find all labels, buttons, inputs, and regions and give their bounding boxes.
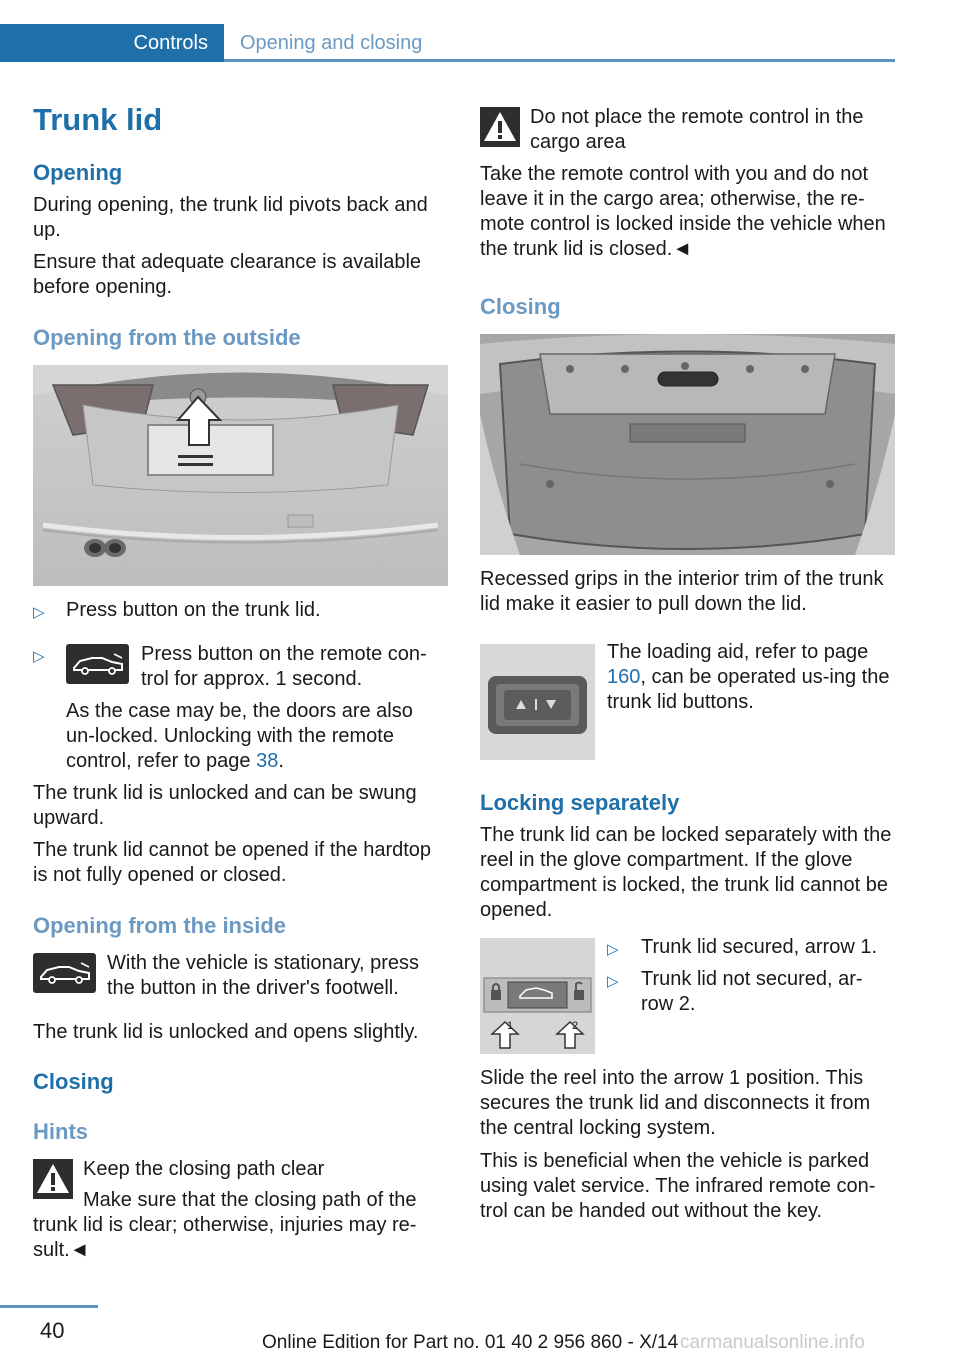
- hints-heading: Hints: [33, 1119, 88, 1144]
- trunk-interior-illustration: [480, 334, 895, 555]
- warning-title-remote: Do not place the remote control in the cargo area: [530, 106, 864, 153]
- grips-paragraph: Recessed grips in the interior trim of the trunk lid make it easier to pull down the lid.: [480, 568, 884, 615]
- bullet-remote-note: [66, 699, 446, 774]
- unlocked-paragraph: The trunk lid is unlocked and can be swung upward.: [33, 782, 417, 829]
- bullet-remote-control: Press button on the remote con-trol for approx. 1 second.: [141, 643, 427, 690]
- warning-text-remote: Take the remote control with you and do not leave it in the cargo area; otherwise, the re-mote control is locked inside the vehicle when the trunk lid is closed.◄: [480, 163, 886, 260]
- note-text: As the case may be, the doors are also un-locked. Unlocking with the remote control, refer to page: [66, 700, 413, 772]
- loading-aid-paragraph: [607, 640, 897, 715]
- edition-line: Online Edition for Part no. 01 40 2 956 860 - X/14: [262, 1332, 679, 1353]
- inside-heading: Opening from the inside: [33, 913, 287, 938]
- opening-heading: Opening: [33, 160, 123, 185]
- car-trunk-icon: [66, 644, 129, 684]
- warning-text-clear-path: Make sure that the closing path of the trunk lid is clear; otherwise, injuries may re-sult.◄: [33, 1189, 417, 1261]
- car-trunk-icon: [33, 953, 96, 993]
- loading-aid-button-image: [480, 644, 595, 760]
- warning-title-clear-path: Keep the closing path clear: [83, 1158, 325, 1180]
- page-number: 40: [40, 1318, 65, 1343]
- note-end: .: [278, 750, 284, 772]
- valet-paragraph: This is beneficial when the vehicle is parked using valet service. The infrared remote con-trol can be handed out without the key.: [480, 1150, 876, 1222]
- page-link-160[interactable]: 160: [607, 666, 641, 688]
- page-link-38[interactable]: 38: [256, 750, 279, 772]
- locking-heading: Locking separately: [480, 790, 680, 815]
- slide-paragraph: Slide the reel into the arrow 1 position. This secures the trunk lid and disconnects it from the central locking system.: [480, 1067, 871, 1139]
- opening-paragraph-2: Ensure that adequate clearance is available before opening.: [33, 251, 422, 298]
- bullet-press-trunk-button: Press button on the trunk lid.: [66, 599, 321, 621]
- arrow-label-2: 2: [572, 1020, 579, 1032]
- triangle-right-icon: ▷: [607, 973, 619, 990]
- opening-paragraph-1: During opening, the trunk lid pivots back and up.: [33, 194, 428, 241]
- bullet-secured: Trunk lid secured, arrow 1.: [641, 936, 878, 958]
- closing-heading-left: Closing: [33, 1069, 114, 1094]
- page-title: Trunk lid: [33, 102, 163, 137]
- watermark: carmanualsonline.info: [680, 1332, 865, 1353]
- triangle-right-icon: ▷: [33, 648, 45, 665]
- section-label: Opening and closing: [240, 32, 423, 54]
- inside-paragraph: With the vehicle is stationary, press the button in the driver's footwell.: [107, 952, 419, 999]
- closing-heading-right: Closing: [480, 294, 561, 319]
- chapter-label: Controls: [133, 32, 208, 54]
- arrow-label-1: 1: [507, 1020, 514, 1032]
- loading-text-end: , can be operated us-ing the trunk lid buttons.: [607, 666, 890, 713]
- loading-text: The loading aid, refer to page: [607, 641, 869, 663]
- opens-paragraph: The trunk lid is unlocked and opens slightly.: [33, 1021, 419, 1043]
- warning-icon: [480, 107, 520, 152]
- page-header: [0, 24, 895, 62]
- triangle-right-icon: ▷: [33, 604, 45, 621]
- lock-reel-image: [480, 938, 595, 1054]
- bullet-not-secured: Trunk lid not secured, ar-row 2.: [641, 968, 863, 1015]
- triangle-right-icon: ▷: [607, 941, 619, 958]
- hardtop-paragraph: The trunk lid cannot be opened if the hardtop is not fully opened or closed.: [33, 839, 432, 886]
- car-rear-image: [33, 365, 448, 586]
- car-rear-illustration: [33, 365, 448, 586]
- footer-rule: [0, 1305, 98, 1308]
- trunk-interior-image: [480, 334, 895, 555]
- outside-heading: Opening from the outside: [33, 325, 301, 350]
- locking-paragraph: The trunk lid can be locked separately with the reel in the glove compartment. If the glove compartment is locked, the trunk lid cannot be opened.: [480, 824, 892, 921]
